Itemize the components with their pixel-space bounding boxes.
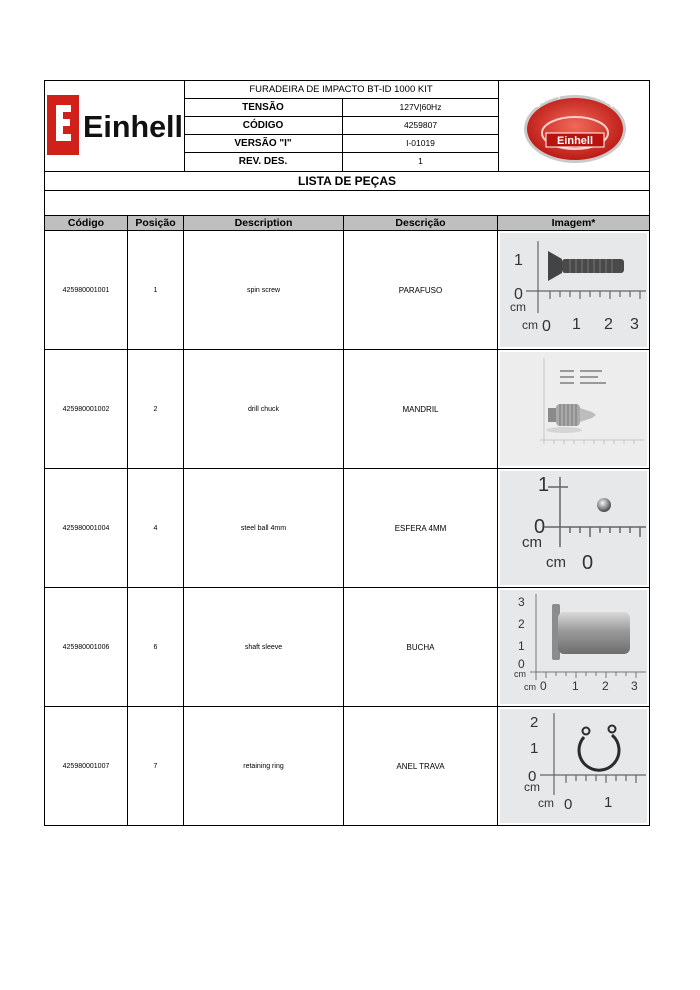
svg-text:0: 0 bbox=[582, 552, 594, 574]
spec-value: 4259807 bbox=[403, 120, 438, 130]
authorized-service-seal-cell bbox=[498, 81, 650, 171]
svg-text:0: 0 bbox=[518, 657, 525, 671]
spec-value: 127V|60Hz bbox=[399, 102, 442, 112]
part-image-cell bbox=[498, 707, 649, 825]
part-image-cell bbox=[498, 350, 649, 468]
column-header-codigo: Código bbox=[45, 216, 128, 230]
spec-row-tensao bbox=[184, 99, 498, 117]
part-code: 425980001006 bbox=[45, 588, 128, 706]
spec-label: REV. DES. bbox=[184, 153, 343, 171]
svg-text:1: 1 bbox=[530, 740, 539, 757]
product-info bbox=[184, 81, 498, 171]
sleeve-photo bbox=[500, 590, 647, 704]
svg-text:2: 2 bbox=[518, 617, 525, 631]
document-header bbox=[45, 81, 649, 172]
part-description: shaft sleeve bbox=[184, 588, 344, 706]
svg-text:cm: cm bbox=[538, 796, 554, 810]
svg-text:1: 1 bbox=[514, 252, 523, 269]
svg-text:2: 2 bbox=[530, 714, 539, 731]
part-image-cell bbox=[498, 469, 649, 587]
svg-text:1: 1 bbox=[538, 474, 550, 496]
table-row bbox=[45, 231, 649, 350]
column-header-descricao: Descrição bbox=[344, 216, 498, 230]
part-description: retaining ring bbox=[184, 707, 344, 825]
svg-text:cm: cm bbox=[524, 682, 536, 692]
svg-text:cm: cm bbox=[522, 534, 542, 551]
svg-text:cm: cm bbox=[510, 300, 526, 314]
part-description: steel ball 4mm bbox=[184, 469, 344, 587]
spec-row-rev bbox=[184, 153, 498, 171]
column-header-description: Description bbox=[184, 216, 344, 230]
spec-value: 1 bbox=[418, 156, 423, 166]
part-position: 4 bbox=[128, 469, 184, 587]
svg-text:3: 3 bbox=[631, 679, 638, 693]
svg-text:1: 1 bbox=[518, 639, 525, 653]
svg-text:cm: cm bbox=[514, 669, 526, 679]
spec-row-versao bbox=[184, 135, 498, 153]
spec-row-codigo bbox=[184, 117, 498, 135]
column-header-imagem: Imagem* bbox=[551, 217, 596, 229]
svg-text:0: 0 bbox=[564, 796, 573, 813]
table-row bbox=[45, 469, 649, 588]
table-row bbox=[45, 350, 649, 469]
spec-value: I-01019 bbox=[406, 138, 435, 148]
svg-text:1: 1 bbox=[572, 679, 579, 693]
svg-text:1: 1 bbox=[604, 794, 613, 811]
ball-photo bbox=[500, 471, 647, 585]
einhell-logo-cell bbox=[45, 81, 185, 171]
chuck-photo bbox=[500, 352, 647, 466]
part-description: drill chuck bbox=[184, 350, 344, 468]
svg-text:3: 3 bbox=[630, 316, 639, 333]
svg-text:0: 0 bbox=[514, 286, 523, 303]
part-description: spin screw bbox=[184, 231, 344, 349]
spec-label: TENSÃO bbox=[184, 99, 343, 116]
document-title: LISTA DE PEÇAS bbox=[45, 172, 649, 191]
table-header bbox=[45, 216, 649, 231]
spec-label: CÓDIGO bbox=[184, 117, 343, 134]
part-code: 425980001002 bbox=[45, 350, 128, 468]
part-descricao: ESFERA 4MM bbox=[344, 469, 498, 587]
part-position: 1 bbox=[128, 231, 184, 349]
table-row bbox=[45, 588, 649, 707]
svg-text:1: 1 bbox=[572, 316, 581, 333]
einhell-logo bbox=[47, 93, 183, 162]
product-title: FURADEIRA DE IMPACTO BT-ID 1000 KIT bbox=[184, 81, 498, 99]
part-descricao: PARAFUSO bbox=[344, 231, 498, 349]
svg-text:0: 0 bbox=[528, 768, 537, 785]
screw-photo bbox=[500, 233, 647, 347]
logo-text: Einhell bbox=[83, 109, 183, 144]
part-image-cell bbox=[498, 588, 649, 706]
table-row bbox=[45, 707, 649, 825]
part-descricao: BUCHA bbox=[344, 588, 498, 706]
parts-sheet bbox=[44, 80, 650, 826]
svg-text:0: 0 bbox=[534, 516, 546, 538]
part-position: 7 bbox=[128, 707, 184, 825]
svg-text:0: 0 bbox=[540, 679, 547, 693]
part-code: 425980001004 bbox=[45, 469, 128, 587]
part-code: 425980001007 bbox=[45, 707, 128, 825]
part-image-cell bbox=[498, 231, 649, 349]
ring-photo bbox=[500, 709, 647, 823]
svg-text:cm: cm bbox=[522, 318, 538, 332]
svg-text:3: 3 bbox=[518, 595, 525, 609]
part-position: 2 bbox=[128, 350, 184, 468]
part-code: 425980001001 bbox=[45, 231, 128, 349]
svg-text:cm: cm bbox=[524, 780, 540, 794]
authorized-service-seal bbox=[499, 81, 650, 171]
svg-text:2: 2 bbox=[602, 679, 609, 693]
part-descricao: MANDRIL bbox=[344, 350, 498, 468]
spacer-row bbox=[45, 191, 649, 216]
spec-label: VERSÃO "I" bbox=[184, 135, 343, 152]
seal-brand-text: Einhell bbox=[556, 135, 594, 147]
svg-text:2: 2 bbox=[604, 316, 613, 333]
svg-text:cm: cm bbox=[546, 554, 566, 571]
seal-arc-text: Serviço Autorizado bbox=[531, 86, 619, 110]
column-header-posicao: Posição bbox=[128, 216, 184, 230]
part-descricao: ANEL TRAVA bbox=[344, 707, 498, 825]
svg-text:0: 0 bbox=[542, 318, 551, 335]
part-position: 6 bbox=[128, 588, 184, 706]
